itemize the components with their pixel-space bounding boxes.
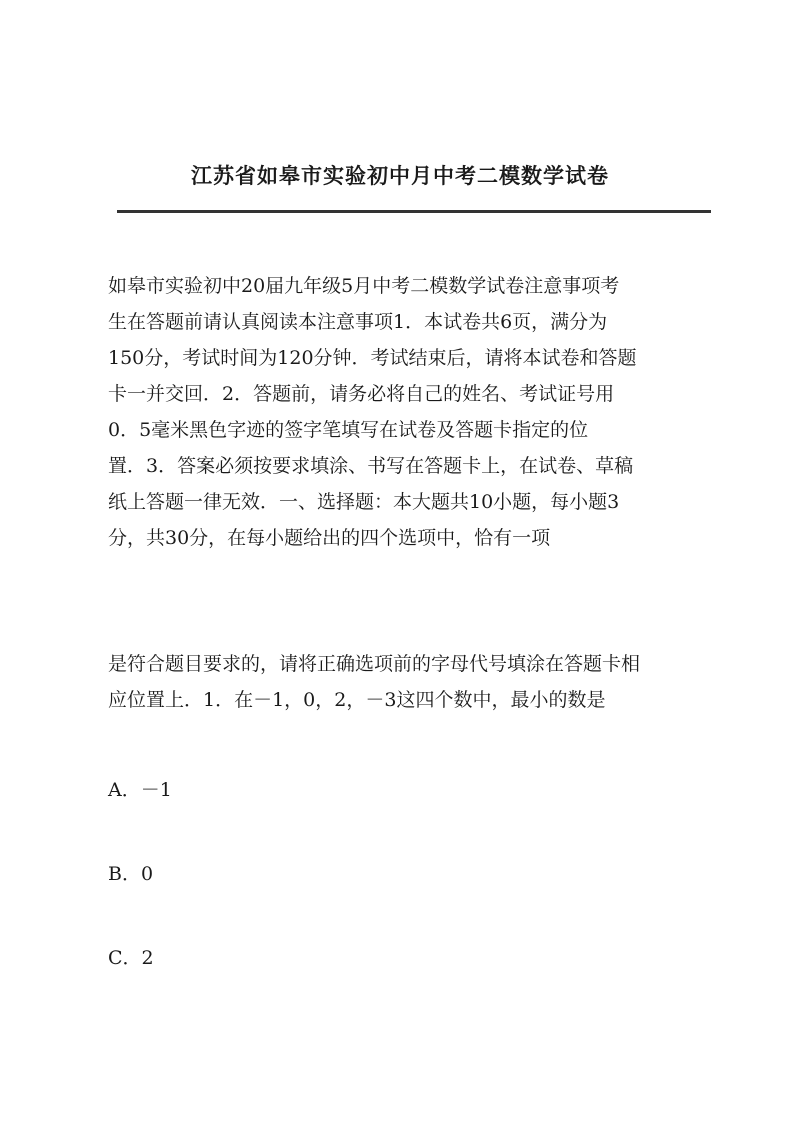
paragraph-line: 是符合题目要求的，请将正确选项前的字母代号填涂在答题卡相 bbox=[108, 653, 641, 675]
paragraph-line: 卡一并交回．2．答题前，请务必将自己的姓名、考试证号用 bbox=[108, 383, 615, 405]
paragraph-line: 置．3．答案必须按要求填涂、书写在答题卡上，在试卷、草稿 bbox=[108, 455, 634, 477]
paragraph-line: 如皋市实验初中20届九年级5月中考二模数学试卷注意事项考 bbox=[108, 275, 620, 297]
title-underline bbox=[117, 210, 711, 213]
document-title: 江苏省如皋市实验初中月中考二模数学试卷 bbox=[191, 163, 609, 188]
paragraph-line: 应位置上．1．在－1，0，2，－3这四个数中，最小的数是 bbox=[108, 689, 606, 711]
option-c: C．2 bbox=[108, 947, 154, 969]
question-paragraph bbox=[108, 646, 708, 718]
paragraph-line: 150分，考试时间为120分钟．考试结束后，请将本试卷和答题 bbox=[108, 347, 637, 369]
paragraph-line: 0．5毫米黑色字迹的签字笔填写在试卷及答题卡指定的位 bbox=[108, 419, 589, 441]
paragraph-line: 生在答题前请认真阅读本注意事项1．本试卷共6页，满分为 bbox=[108, 311, 608, 333]
paragraph-line: 分，共30分，在每小题给出的四个选项中，恰有一项 bbox=[108, 527, 551, 549]
option-a: A．－1 bbox=[108, 779, 172, 801]
instructions-paragraph bbox=[108, 268, 708, 556]
paragraph-line: 纸上答题一律无效．一、选择题：本大题共10小题，每小题3 bbox=[108, 491, 620, 513]
option-b: B．0 bbox=[108, 863, 154, 885]
